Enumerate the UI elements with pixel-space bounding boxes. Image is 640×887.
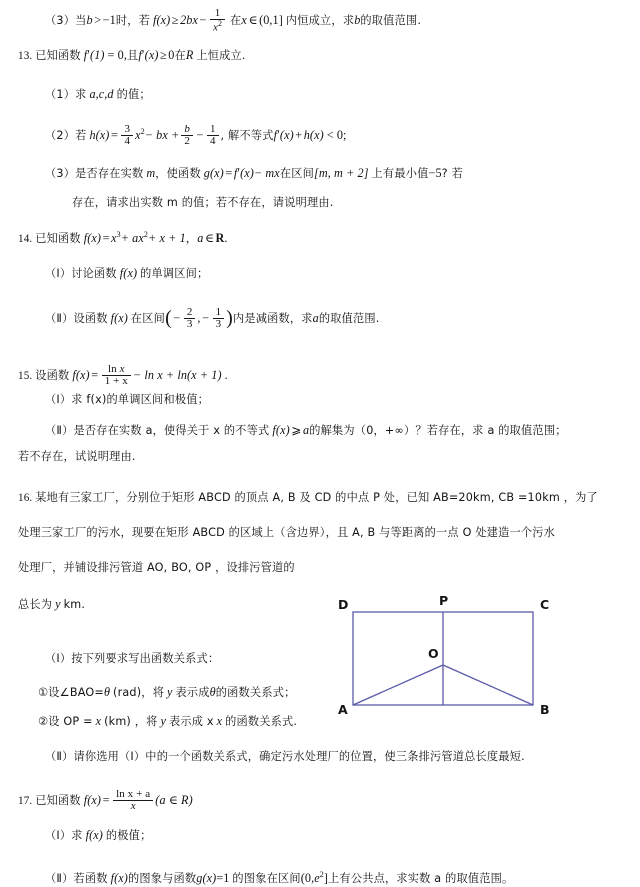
q13-p2-minus-bx: − bx + (144, 127, 180, 142)
q16-para4 (18, 597, 85, 612)
q12-in: ∈ (248, 13, 258, 28)
q13-part2-line (45, 124, 347, 148)
q17-p2-mid2: 的图象在区间 (232, 871, 301, 885)
q12-tail: 内恒成立，求 (285, 14, 355, 28)
q15-eq: = (91, 367, 99, 382)
q14-p2-frac1-den: 3 (184, 318, 196, 331)
q14-a: a (197, 230, 204, 245)
q12-fraction (210, 8, 225, 35)
q14-x3-exp: 3 (116, 230, 121, 239)
q13-p3-interval: [m, m + 2] (313, 166, 369, 180)
q15-dot: . (224, 367, 228, 382)
q16-p2-text: （Ⅱ）请你选用（Ⅰ）中的一个函数关系式，确定污水处理厂的位置，使三条排污管道总长度最短. (45, 750, 525, 763)
vertex-label-a: A (338, 702, 348, 717)
q12-interval: (0,1] (259, 13, 283, 28)
q13-p3-q: ? 若 (441, 167, 463, 180)
q13-p2-frac2-num: b (184, 122, 190, 135)
q12-b2: b (354, 13, 361, 28)
q14-p2-frac2-num: 1 (215, 305, 222, 318)
q14-stem-line (18, 230, 228, 246)
q17-part2-line (45, 870, 513, 886)
q13-p2-h: h (89, 127, 96, 142)
q16-para3-text: 处理厂，并铺设排污管道 AO, BO, OP ，设排污管道的 (18, 561, 295, 574)
q14-fx: (x) (87, 230, 102, 245)
diagram-strokes (353, 612, 533, 705)
q16-item1-theta2: θ (209, 685, 216, 699)
q16-item1-prefix: ①设∠BAO= (38, 686, 104, 699)
q13-p2-frac1-den: 4 (121, 135, 133, 148)
q14-paren-open: ( (165, 307, 172, 330)
q13-p2-frac1 (121, 124, 133, 148)
q16-p1-text: （Ⅰ）按下列要求写出函数关系式： (45, 652, 220, 665)
q16-para2-text: 处理三家工厂的污水，现要在矩形 ABCD 的区域上（含边界），且 A, B 与等距离的一点 O 处建造一个污水 (18, 526, 556, 539)
segment-bo (443, 665, 533, 705)
q13-stem-line (18, 48, 246, 63)
q17-stem-tail: (a ∈ R) (155, 792, 193, 807)
q13-p2-comma-cn: , 解不等式 (220, 128, 274, 142)
q15-frac-den: 1 + x (102, 375, 131, 388)
q15-rest: − ln x + ln(x + 1) (132, 367, 222, 382)
q13-zai: 在 (174, 49, 186, 62)
q13-p2-frac2 (181, 124, 193, 148)
q16-para1-text: 某地有三家工厂，分别位于矩形 ABCD 的顶点 A, B 及 CD 的中点 P 处，已知 AB=20km, CB =10km ，为了 (35, 491, 598, 504)
q13-p2-eq: = (110, 127, 118, 142)
q13-p1-vars: a,c,d (89, 87, 114, 101)
q17-p1-prefix: （Ⅰ）求 (45, 829, 83, 842)
q14-stem-cn: 已知函数 (35, 231, 81, 245)
q13-arg2: (x) (144, 48, 159, 62)
q13-p3-m: m (146, 166, 156, 180)
q13-prime2: ′ (141, 48, 145, 62)
q12-part3-line (45, 8, 421, 35)
q15-fx: (x) (75, 367, 90, 382)
q14-plus-x-1: + x + 1 (148, 230, 186, 245)
q13-qie: 且 (126, 49, 139, 62)
q13-p3-minus-mx: − mx (253, 166, 280, 180)
q13-number: 13. (18, 50, 33, 62)
diagram-svg (330, 592, 580, 722)
q13-p2-frac3-den: 4 (207, 135, 219, 148)
q14-R: R (215, 230, 225, 245)
q12-zai: 在 (230, 14, 242, 28)
q12-minus: − (199, 13, 207, 28)
q14-number: 14. (18, 232, 33, 245)
vertex-label-p: P (439, 593, 449, 608)
q13-p3-prefix: （3）是否存在实数 (45, 167, 144, 180)
q12-f: f (152, 13, 157, 28)
q16-para3 (18, 562, 295, 575)
q14-p1-f: f (119, 266, 124, 280)
q16-item2-line (38, 714, 297, 729)
q13-prime1: ′ (87, 48, 91, 62)
q17-part1-line (45, 828, 151, 843)
q17-number: 17. (18, 794, 33, 807)
q13-R: R (185, 48, 194, 62)
q16-para1 (18, 492, 598, 505)
q17-fx: (x) (87, 792, 102, 807)
q17-p1-tail: 的极值； (105, 829, 152, 842)
q15-p2-fx: (x) (275, 423, 290, 437)
q13-part3-line1 (45, 166, 463, 181)
q12-minus1: −1 (102, 13, 116, 28)
q15-frac-num-x: x (119, 362, 125, 375)
q14-p2-minus-a: − (173, 310, 181, 325)
q14-comma: ， (185, 231, 198, 245)
q14-p2-frac2-den: 3 (213, 318, 225, 331)
q12-xvar: x (241, 13, 247, 28)
q14-p1-tail: 的单调区间； (140, 267, 209, 280)
q16-item1-mid: 表示成 (175, 686, 210, 699)
q14-dot: . (224, 230, 228, 245)
q14-plus-ax2: + ax (120, 230, 144, 245)
q12-b: b (86, 13, 93, 28)
q17-p1-f: f (85, 828, 90, 842)
q16-para4-unit: km. (63, 598, 86, 611)
q15-part2-line2 (18, 451, 136, 464)
q17-p2-mid1: 的图象与函数 (127, 871, 197, 885)
q13-p2-x2: x (135, 127, 141, 142)
q14-p2-zai: 在区间 (130, 311, 166, 325)
q14-ax2-exp: 2 (143, 230, 148, 239)
q15-p2-f: f (272, 423, 276, 437)
q16-item2-y: y (160, 714, 166, 728)
vertex-label-d: D (338, 597, 349, 612)
q17-f: f (83, 792, 88, 807)
q13-p3-min: −5 (428, 166, 442, 180)
q17-p2-g: g (196, 870, 203, 885)
q16-para4-pre: 总长为 (18, 598, 53, 611)
q13-p2-lt0: < 0; (326, 127, 347, 142)
q17-frac-den: x (113, 800, 153, 813)
q17-p2-e: e (314, 870, 320, 885)
q13-p3-eq: = (225, 166, 233, 180)
q13-p2-frac3-num: 1 (209, 122, 216, 135)
rectangle-abcd-diagram (330, 592, 580, 722)
q13-p3-zai-qujian: 在区间 (279, 167, 314, 180)
q14-p2-f: f (110, 310, 115, 325)
q13-part1-line (45, 87, 151, 102)
q13-part3-line2 (72, 197, 334, 210)
q14-part2-line (45, 307, 380, 331)
q17-p2-e-exp: 2 (319, 870, 324, 879)
q13-p2-frac3 (207, 124, 219, 148)
q13-p2-fp-x: (x) (279, 127, 294, 142)
q16-item1-line (38, 685, 295, 700)
q13-p3-gx: (x) (210, 166, 224, 180)
q17-eq: = (102, 792, 110, 807)
q14-p2-tail-pre: 内是减函数，求 (232, 311, 313, 325)
q13-p2-frac1-num: 3 (124, 122, 131, 135)
vertex-label-o: O (428, 646, 439, 661)
q17-p2-fx: (x) (114, 870, 128, 885)
q17-frac-num: ln x + a (116, 787, 151, 800)
q15-p2-b: 的解集为（0，+∞）？若存在，求 a 的取值范围； (309, 424, 567, 437)
q14-p2-a: a (312, 310, 319, 325)
q17-stem-cn: 已知函数 (35, 793, 81, 807)
q16-item2-prefix: ②设 OP = (38, 715, 93, 728)
q13-p3-g: g (203, 166, 210, 180)
q14-in: ∈ (204, 230, 215, 245)
q12-frac-denominator (210, 19, 225, 34)
q13-p3-fp: f (233, 166, 238, 180)
q14-p2-frac2 (213, 307, 225, 331)
q16-item2-tail: 的函数关系式. (225, 715, 298, 728)
q16-para2 (18, 527, 555, 540)
q14-p2-frac1-num: 2 (186, 305, 193, 318)
q17-p2-prefix: （Ⅱ）若函数 (45, 871, 108, 885)
q16-item2-x2: x (216, 714, 223, 728)
q13-ge: ≥ (159, 48, 167, 62)
q16-item1-tail: 的函数关系式； (215, 686, 296, 699)
q14-p2-fx: (x) (114, 310, 128, 325)
q14-p1-fx: (x) (123, 266, 138, 280)
q12-fx: (x) (156, 13, 171, 28)
q17-fraction (113, 789, 153, 813)
q13-stem-cn1: 已知函数 (35, 49, 81, 62)
q13-f2: f (138, 48, 142, 62)
q13-p1-prefix: （1）求 (45, 88, 87, 101)
q13-p3-line2: 存在，请求出实数 m 的值；若不存在，请说明理由. (72, 196, 334, 209)
q16-number: 16. (18, 492, 33, 504)
q16-item2-km: (km) ，将 (104, 715, 158, 728)
q13-p2-prefix: （2）若 (45, 128, 87, 142)
q13-p2-hx: (x) (95, 127, 110, 142)
q13-p2-frac2-den: 2 (181, 135, 193, 148)
q15-p1: （Ⅰ）求 f(x)的单调区间和极值； (45, 393, 209, 406)
q16-item2-mid: 表示成 x (168, 715, 214, 728)
q17-p2-gx: (x) (202, 870, 217, 885)
q13-p2-fp: f (273, 127, 278, 142)
q12-shi: 时，若 (115, 14, 151, 28)
q14-f: f (83, 230, 88, 245)
q15-frac-num (102, 364, 131, 376)
q17-stem-line (18, 789, 193, 813)
q14-part1-line (45, 266, 208, 281)
q17-p2-interval-close: ] (323, 870, 329, 885)
q14-p2-tail: 的取值范围. (318, 311, 380, 325)
q15-part2-line1 (45, 423, 567, 438)
q13-p2-hx2: h(x) (303, 127, 324, 142)
q13-arg1: (1) (90, 48, 105, 62)
q13-p3-fp-x: (x) (240, 166, 254, 180)
q12-ge: ≥ (171, 13, 179, 28)
q12-frac-numerator: 1 (214, 6, 221, 19)
q13-p1-tail: 的值； (116, 88, 151, 101)
q15-p2-a: （Ⅱ）是否存在实数 a，使得关于 x 的不等式 (45, 424, 270, 437)
q15-p2-c: 若不存在，试说明理由. (18, 450, 136, 463)
q15-p2-a-var: a (303, 423, 310, 437)
q16-item1-rad: (rad)，将 (113, 686, 165, 699)
q17-p2-f: f (110, 870, 115, 885)
q12-part3-prefix: （3）当 (45, 14, 87, 28)
q12-frac-den-x: x (212, 21, 218, 34)
segment-ao (353, 665, 443, 705)
q12-2bx: 2bx (180, 13, 198, 28)
q17-p2-interval-open: (0, (300, 870, 315, 885)
q17-p2-eq1: =1 (216, 870, 230, 885)
q16-part2-line (45, 751, 525, 764)
q17-p1-fx: (x) (89, 828, 103, 842)
q12-tail2: 的取值范围. (360, 14, 422, 28)
q14-p2-frac1 (184, 307, 196, 331)
q14-p2-minus-b: − (202, 310, 210, 325)
q16-item1-y: y (167, 685, 173, 699)
q13-tail: 上恒成立. (196, 49, 246, 62)
q13-p3-cn1: ，使函数 (155, 167, 201, 180)
q13-p2-plus: + (295, 127, 303, 142)
q14-p2-prefix: （Ⅱ）设函数 (45, 311, 108, 325)
q15-f: f (72, 367, 76, 382)
q12-gt: > (94, 13, 102, 28)
q16-para4-y: y (55, 597, 61, 611)
q13-zero: 0 (168, 48, 175, 62)
q15-stem-line (18, 364, 228, 388)
q13-eq0: = 0, (107, 48, 127, 62)
q15-fraction (102, 364, 131, 388)
q13-p2-fp-prime: ′ (277, 127, 280, 142)
q13-p2-minus2: − (196, 127, 204, 142)
q15-part1-line (45, 394, 209, 407)
q16-item1-theta: θ (103, 685, 111, 699)
q13-p3-cn2: 上有最小值 (371, 167, 429, 180)
q15-stem-cn: 设函数 (35, 368, 70, 382)
q13-p3-fp-prime: ′ (237, 166, 241, 180)
q13-f1: f (83, 48, 88, 62)
q14-eq: = (102, 230, 110, 245)
q16-part1-line (45, 653, 219, 666)
q14-paren-close: ) (226, 307, 233, 330)
vertex-label-b: B (540, 702, 550, 717)
q14-x3: x (111, 230, 117, 245)
q15-frac-num-ln: ln (107, 362, 117, 375)
q15-number: 15. (18, 369, 33, 382)
q13-p2-x2-exp: 2 (140, 126, 145, 136)
q16-item2-x: x (95, 714, 102, 728)
vertex-label-c: C (540, 597, 550, 612)
q14-p2-comma: , (197, 310, 201, 325)
q15-p2-ge: ⩾ (291, 423, 302, 437)
q17-p2-tail: 上有公共点，求实数 a 的取值范围。 (328, 871, 514, 885)
q14-p1-prefix: （Ⅰ）讨论函数 (45, 267, 117, 280)
q12-frac-den-exp: 2 (217, 19, 223, 29)
